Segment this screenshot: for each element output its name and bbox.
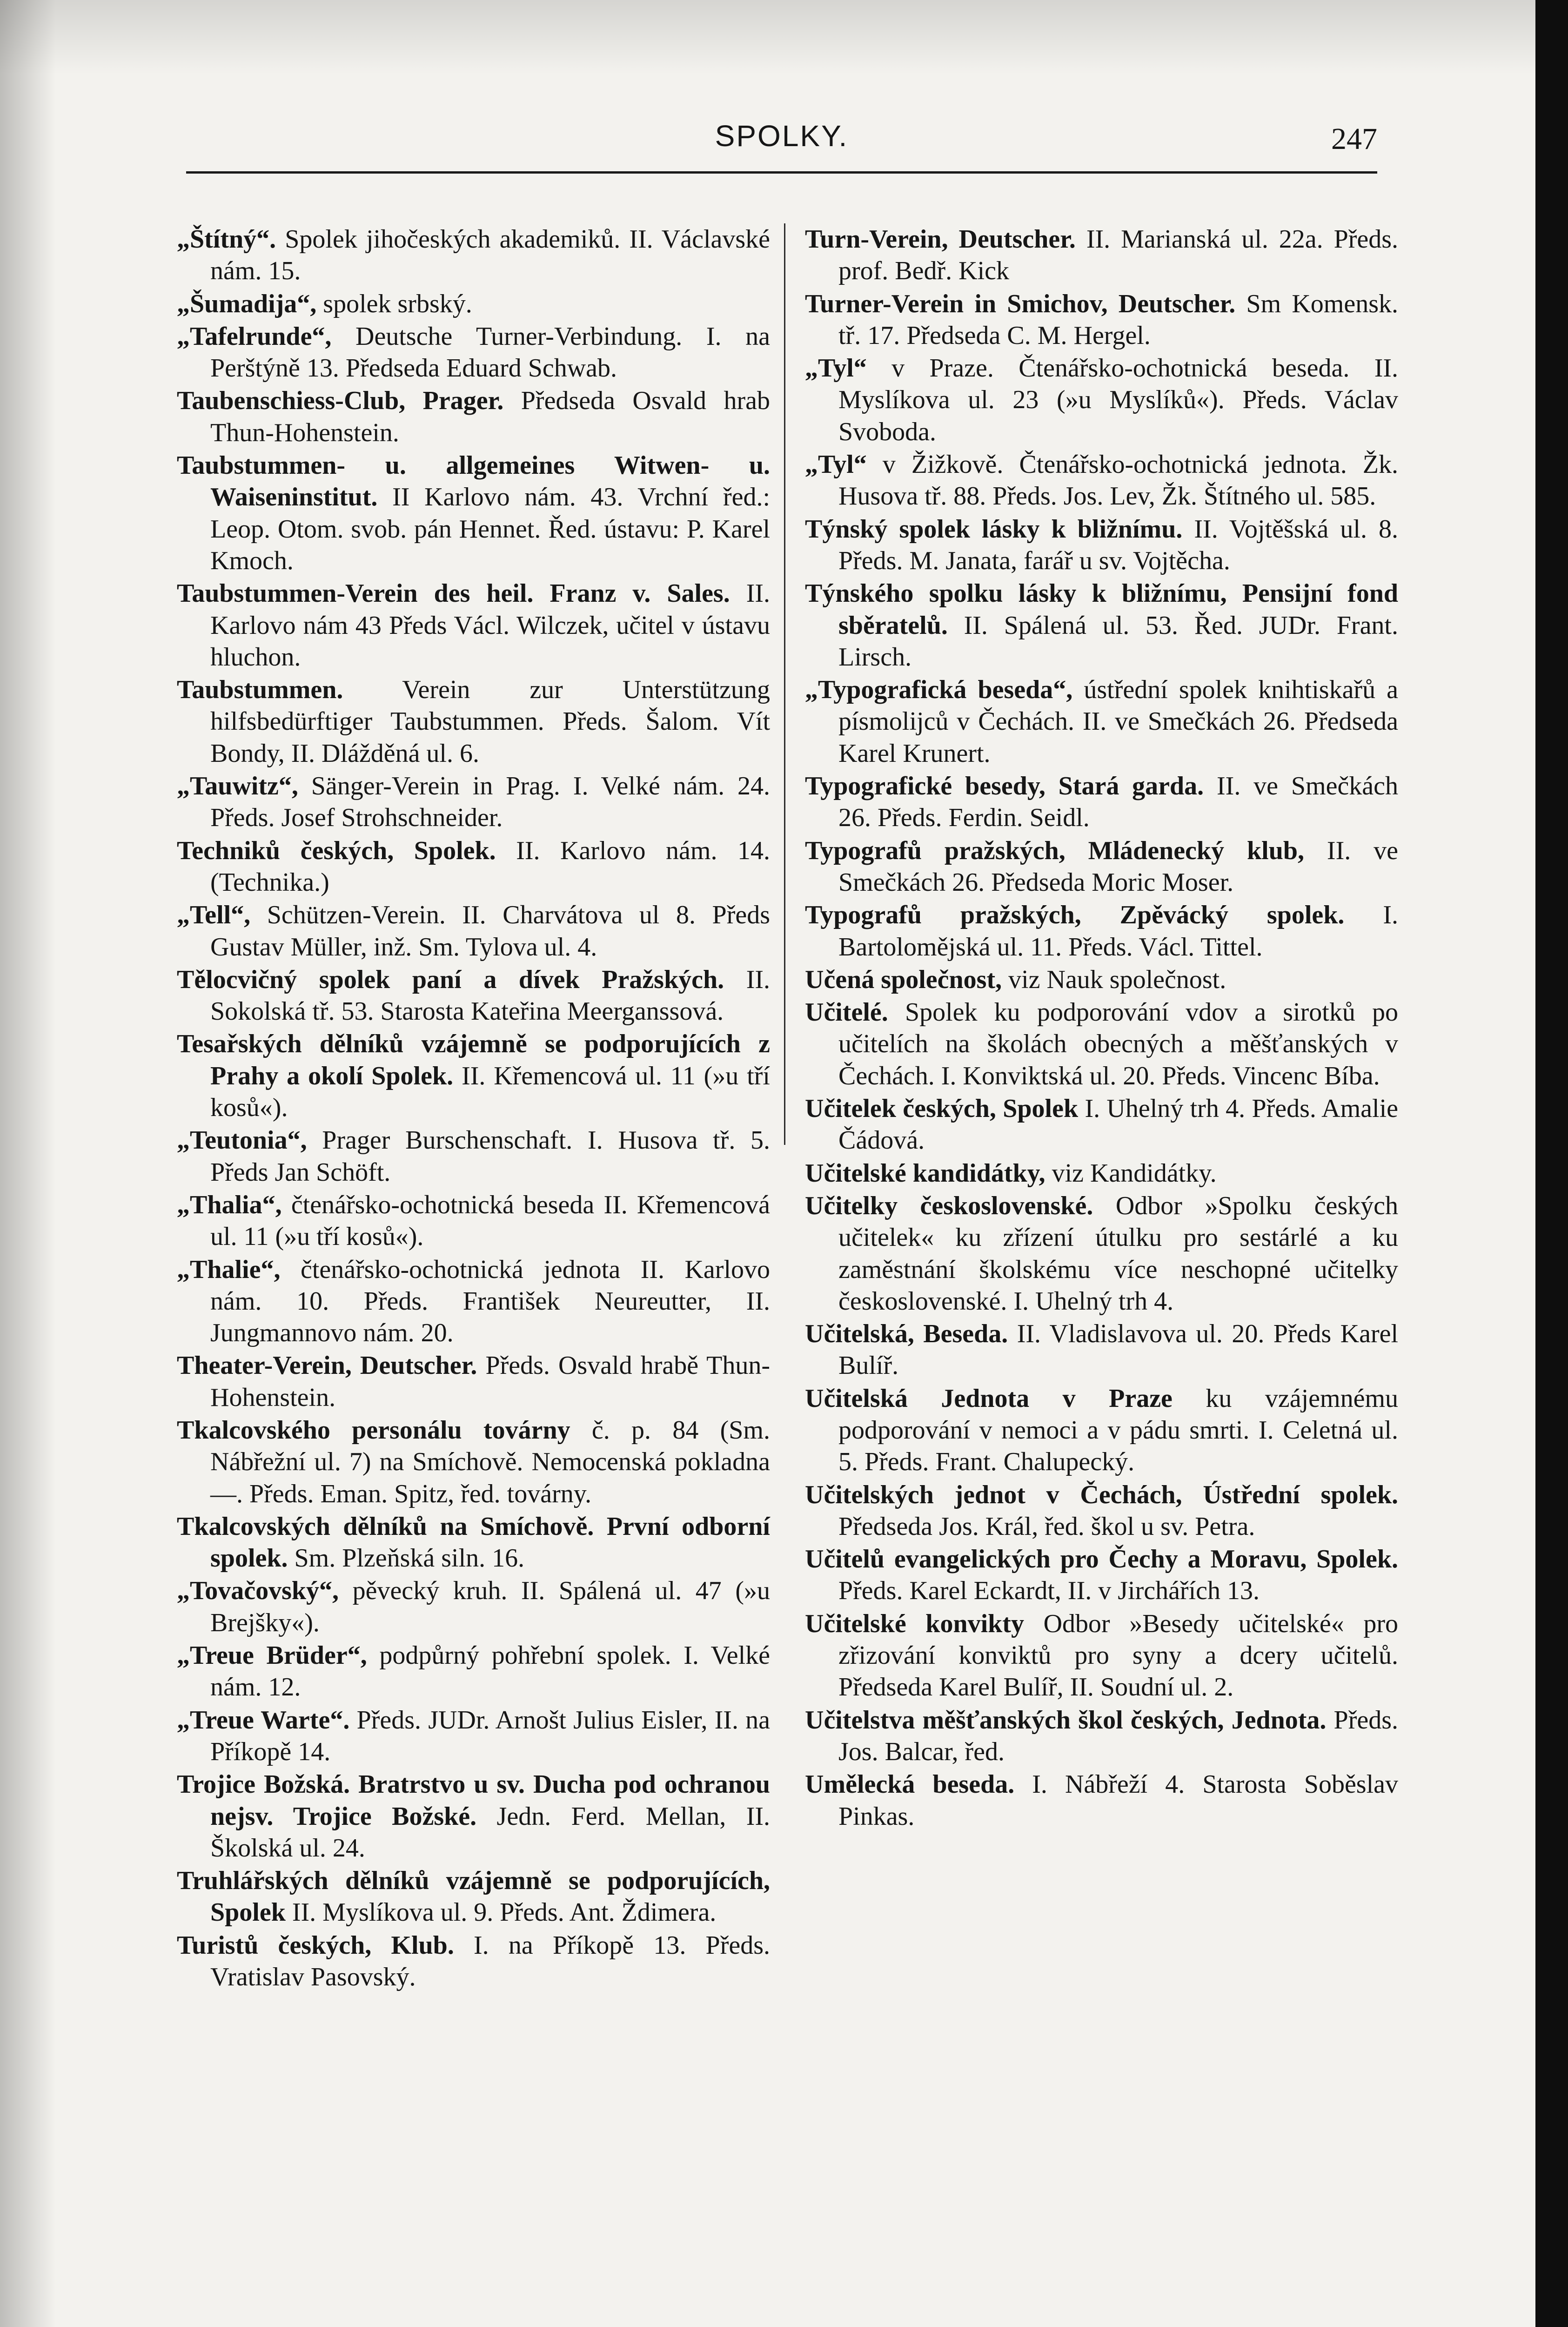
directory-entry [805,996,1398,1092]
page-number: 247 [1331,122,1377,156]
directory-entry [177,1930,770,1993]
entry-heading: Tkalcovských dělníků na Smíchově. První odborní spolek. [177,1512,770,1573]
entry-text: II. Karlovo nám 43 Předs Václ. Wilczek, učitel v ústavu hluchon. [210,579,771,672]
directory-entry [177,1575,770,1639]
entry-heading: „Treue Brüder“, [177,1641,367,1670]
entry-heading: Učitelek českých, Spolek [805,1094,1079,1123]
entry-heading: Týnského spolku lásky k bližnímu, Pensijní fond sběratelů. [805,579,1398,640]
entry-text: Předseda Osvald hrab Thun-Hohenstein. [210,386,770,447]
entry-heading: Umělecká beseda. [805,1770,1015,1799]
directory-entry [805,1383,1398,1478]
entry-heading: „Teutonia“, [177,1126,307,1155]
entry-heading: „Šumadija“, [177,289,317,318]
directory-entry [805,1479,1398,1543]
directory-entry [177,835,770,899]
directory-entry [805,770,1398,834]
directory-entry [177,1189,770,1253]
entry-heading: Tkalcovského personálu továrny [177,1415,570,1445]
entry-heading: „Tafelrunde“, [177,322,332,351]
entry-text: II. Vojtěšská ul. 8. Předs. M. Janata, farář u sv. Vojtěcha. [838,514,1399,575]
entry-heading: Učitelů evangelických pro Čechy a Moravu, Spolek. [805,1545,1398,1574]
running-header [186,119,1377,163]
entry-text: čtenářsko-ochotnická jednota II. Karlovo nám. 10. Předs. František Neureutter, II. Jungmannovo nám. 20. [210,1255,770,1348]
directory-entry [805,1704,1398,1768]
directory-entry [177,223,770,287]
entry-text: II. Křemencová ul. 11 (»u tří kosů«). [210,1061,770,1123]
entry-text: Odbor »Besedy učitelské« pro zřizování konviktů pro syny a dcery učitelů. Předseda Karel Bulíř, II. Soudní ul. 2. [838,1609,1398,1702]
entry-text: pěvecký kruh. II. Spálená ul. 47 (»u Brejšky«). [210,1576,770,1637]
entry-heading: Učitelské konvikty [805,1609,1024,1638]
left-column [177,223,770,1994]
directory-entry [177,385,770,449]
right-column [805,223,1398,1833]
directory-entry [177,964,770,1028]
directory-entry [805,899,1398,963]
entry-text: Předs. Jos. Balcar, řed. [838,1705,1398,1766]
directory-entry [177,674,770,769]
entry-text: spolek srbský. [323,289,472,318]
entry-heading: „Tyl“ [805,354,867,383]
directory-entry [177,1511,770,1574]
entry-heading: Truhlářských dělníků vzájemně se podporujících, Spolek [177,1866,770,1927]
entry-text: v Praze. Čtenářsko-ochotnická beseda. II. Myslíkova ul. 23 (»u Myslíků«). Předs. Václav Svoboda. [838,354,1399,446]
entry-text: viz Nauk společnost. [1008,965,1226,994]
entry-text: II. Vladislavova ul. 20. Předs Karel Bulíř. [838,1319,1399,1380]
entry-heading: „Treue Warte“. [177,1705,350,1735]
entry-heading: Učitelská Jednota v Praze [805,1384,1173,1413]
entry-heading: Turner-Verein in Smichov, Deutscher. [805,289,1236,318]
directory-entry [805,1769,1398,1832]
directory-entry [177,1254,770,1349]
directory-entry [177,578,770,673]
entry-heading: Tesařských dělníků vzájemně se podporujících z Prahy a okolí Spolek. [177,1029,770,1090]
entry-text: Deutsche Turner-Verbindung. I. na Perštýně 13. Předseda Eduard Schwab. [210,322,770,383]
directory-entry [805,1190,1398,1317]
header-title: SPOLKY. [715,119,849,153]
entry-text: II. ve Smečkách 26. Předseda Moric Moser. [838,836,1399,897]
entry-text: Prager Burschenschaft. I. Husova tř. 5. Předs Jan Schöft. [210,1126,770,1187]
directory-entry [805,223,1398,287]
entry-text: II. Spálená ul. 53. Řed. JUDr. Frant. Lirsch. [838,611,1398,672]
directory-entry [805,964,1398,995]
entry-text: Sm Komensk. tř. 17. Předseda C. M. Hergel. [838,289,1398,350]
entry-text: II. Myslíkova ul. 9. Předs. Ant. Ždimera. [292,1898,717,1927]
entry-text: Předs. JUDr. Arnošt Julius Eisler, II. na Příkopě 14. [210,1705,771,1766]
entry-text: Sm. Plzeňská siln. 16. [294,1544,525,1573]
entry-heading: „Tovačovský“, [177,1576,339,1606]
directory-entry [177,1350,770,1413]
entry-text: I. Uhelný trh 4. Předs. Amalie Čádová. [838,1094,1399,1155]
entry-heading: Turn-Verein, Deutscher. [805,225,1076,254]
directory-entry [805,578,1398,673]
directory-entry [177,1704,770,1768]
entry-text: ku vzájemnému podporování v nemoci a v pádu smrti. I. Celetná ul. 5. Předs. Frant. Chalupecký. [838,1384,1398,1477]
entry-text: I. Nábřeží 4. Starosta Soběslav Pinkas. [838,1770,1399,1831]
directory-entry [177,899,770,963]
directory-entry [177,321,770,384]
entry-text: II. Karlovo nám. 14. (Technika.) [210,836,771,897]
entry-text: Odbor »Spolku českých učitelek« ku zřízení útulku pro sestárlé a ku zaměstnání školskému více neschopné učitelky československé. I. Uhelný trh 4. [838,1191,1399,1316]
entry-text: Předs. Osvald hrabě Thun-Hohenstein. [210,1351,771,1412]
directory-entry [805,288,1398,352]
entry-text: ústřední spolek knihtiskařů a písmolijců v Čechách. II. ve Smečkách 26. Předseda Karel Krunert. [838,675,1398,768]
entry-heading: „Thalia“, [177,1190,282,1219]
entry-heading: Učitelské kandidátky, [805,1158,1045,1188]
entry-text: viz Kandidátky. [1052,1158,1217,1188]
entry-heading: Typografické besedy, Stará garda. [805,772,1204,801]
entry-heading: „Tyl“ [805,450,867,479]
directory-entry [805,1157,1398,1189]
entry-heading: Techniků českých, Spolek. [177,836,496,865]
entry-heading: „Tell“, [177,901,251,930]
entry-heading: Učitelky československé. [805,1191,1093,1220]
directory-entry [805,674,1398,769]
directory-entry [805,835,1398,899]
directory-entry [805,1318,1398,1382]
entry-text: I. Bartolomějská ul. 11. Předs. Václ. Tittel. [838,901,1398,962]
entry-heading: „Štítný“. [177,225,276,254]
entry-heading: Theater-Verein, Deutscher. [177,1351,477,1380]
entry-heading: Taubenschiess-Club, Prager. [177,386,504,416]
directory-entry [805,449,1398,512]
directory-entry [805,352,1398,448]
entry-heading: Tělocvičný spolek paní a dívek Pražských. [177,965,724,994]
entry-heading: Taubstummen-Verein des heil. Franz v. Sales. [177,579,730,608]
entry-text: II. ve Smečkách 26. Předs. Ferdin. Seidl. [838,772,1399,833]
entry-heading: Učitelé. [805,998,888,1027]
entry-text: č. p. 84 (Sm. Nábřežní ul. 7) na Smíchově. Nemocenská pokladna —. Předs. Eman. Spitz, řed. továrny. [210,1415,770,1508]
entry-text: I. na Příkopě 13. Předs. Vratislav Pasovský. [210,1930,770,1992]
entry-text: Předseda Jos. Král, řed. škol u sv. Petra. [838,1512,1255,1541]
entry-heading: Typografů pražských, Mládenecký klub, [805,836,1304,865]
entry-heading: Trojice Božská. Bratrstvo u sv. Ducha pod ochranou nejsv. Trojice Božské. [177,1770,770,1831]
entry-text: II Karlovo nám. 43. Vrchní řed.: Leop. Otom. svob. pán Hennet. Řed. ústavu: P. Karel Kmoch. [210,483,771,575]
directory-entry [177,1769,770,1864]
entry-text: Spolek jihočeských akademiků. II. Václavské nám. 15. [210,225,770,286]
entry-text: podpůrný pohřební spolek. I. Velké nám. 12. [210,1641,771,1702]
directory-entry [177,1414,770,1510]
entry-text: Předs. Karel Eckardt, II. v Jirchářích 13. [838,1576,1260,1606]
entry-text: Schützen-Verein. II. Charvátova ul 8. Předs Gustav Müller, inž. Sm. Tylova ul. 4. [210,901,771,962]
entry-heading: Učitelstva měšťanských škol českých, Jednota. [805,1705,1327,1735]
entry-text: čtenářsko-ochotnická beseda II. Křemencová ul. 11 (»u tří kosů«). [210,1190,770,1251]
entry-heading: „Thalie“, [177,1255,281,1284]
entry-heading: Taubstummen- u. allgemeines Witwen- u. Waiseninstitut. [177,451,770,512]
directory-entry [177,1028,770,1123]
directory-entry [177,1865,770,1929]
page-top-shadow [0,0,1535,74]
entry-text: Spolek ku podporování vdov a sirotků po učitelích na školách obecných a měšťanských v Čechách. I. Konviktská ul. 20. Předs. Vincenc Bíba. [838,998,1398,1090]
entry-heading: „Typografická beseda“, [805,675,1073,705]
entry-heading: Týnský spolek lásky k bližnímu. [805,514,1183,544]
entry-text: Sänger-Verein in Prag. I. Velké nám. 24. Předs. Josef Strohschneider. [210,772,770,833]
entry-heading: Učená společnost, [805,965,1002,994]
entry-heading: Turistů českých, Klub. [177,1930,454,1960]
page-edge-shadow [0,0,56,2327]
entry-heading: Taubstummen. [177,675,343,705]
directory-entry [177,288,770,320]
entry-text: II. Sokolská tř. 53. Starosta Kateřina Meerganssová. [210,965,770,1026]
entry-text: Verein zur Unterstützung hilfsbedürftiger Taubstummen. Předs. Šalom. Vít Bondy, II. Dlážděná ul. 6. [210,675,770,768]
entry-heading: „Tauwitz“, [177,772,298,801]
directory-entry [177,770,770,834]
column-divider [784,223,785,1145]
directory-entry [805,1093,1398,1157]
directory-entry [177,450,770,577]
entry-heading: Učitelských jednot v Čechách, Ústřední spolek. [805,1480,1398,1509]
entry-heading: Učitelská, Beseda. [805,1319,1008,1349]
directory-entry [805,513,1398,577]
header-rule [186,171,1377,174]
directory-entry [177,1640,770,1703]
entry-heading: Typografů pražských, Zpěvácký spolek. [805,901,1345,930]
entry-text: Jedn. Ferd. Mellan, II. Školská ul. 24. [210,1802,771,1863]
directory-entry [805,1608,1398,1703]
directory-entry [177,1124,770,1188]
directory-entry [805,1543,1398,1607]
entry-text: II. Marianská ul. 22a. Předs. prof. Bedř. Kick [838,225,1399,286]
entry-text: v Žižkově. Čtenářsko-ochotnická jednota. Žk. Husova tř. 88. Předs. Jos. Lev, Žk. Štítného ul. 585. [838,450,1399,511]
